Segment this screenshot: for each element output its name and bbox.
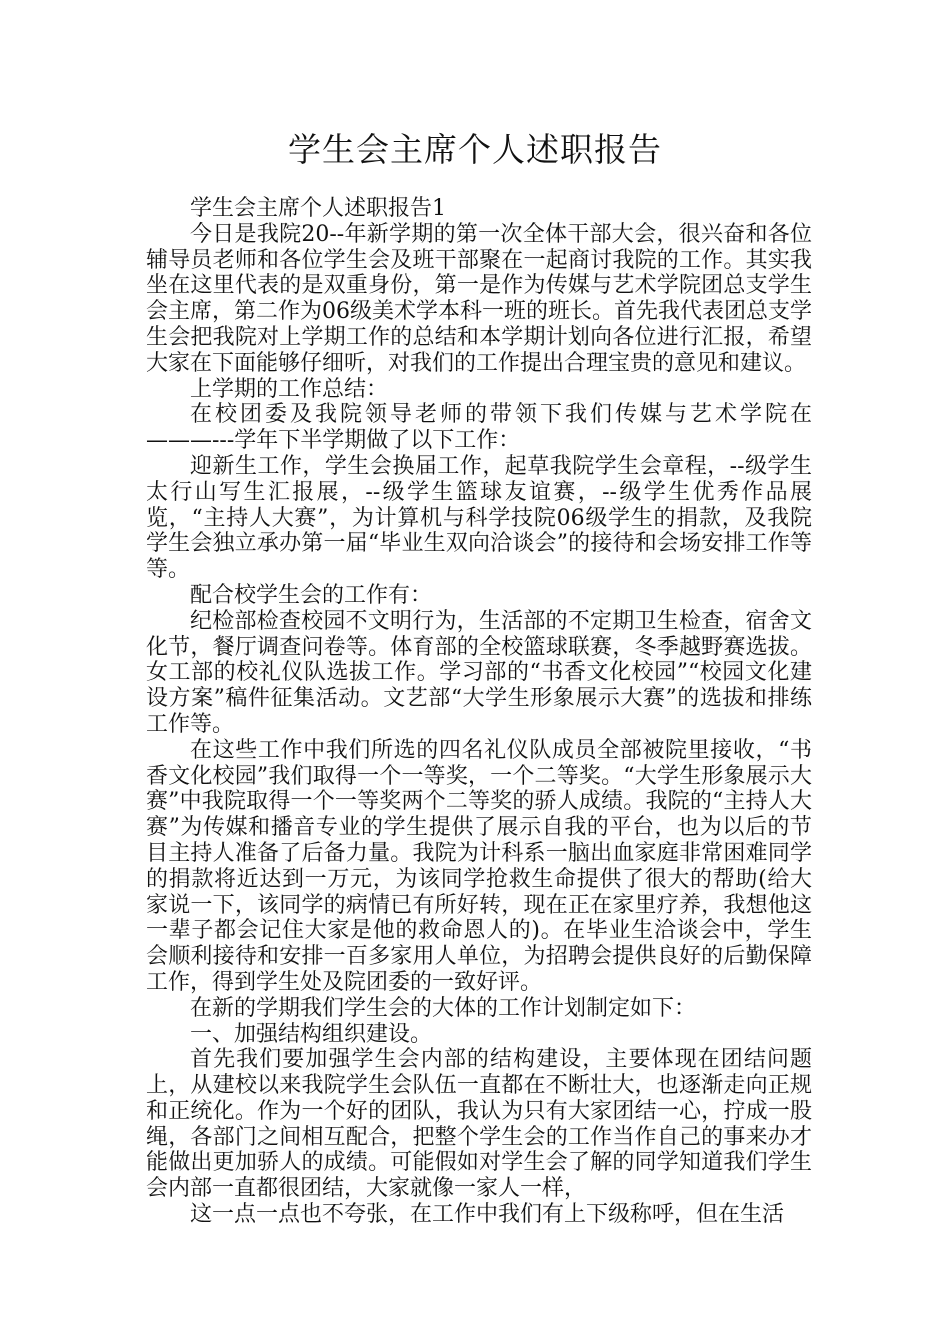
paragraph-intro: 今日是我院20--年新学期的第一次全体干部大会，很兴奋和各位辅导员老师和各位学生会及班干部聚在一起商讨我院的工作。其实我坐在这里代表的是双重身份，第一是作为传媒与艺术学院团总支学生会主席，第二作为06级美术学本科一班的班长。首先我代表团总支学生会把我院对上学期工作的总结和本学期计划向各位进行汇报，希望大家在下面能够仔细听，对我们的工作提出合理宝贵的意见和建议。 <box>146 221 812 376</box>
paragraph-plan-item-1: 一、加强结构组织建设。 <box>190 1021 433 1047</box>
document-body <box>146 196 812 1228</box>
paragraph-continued: 这一点一点也不夸张，在工作中我们有上下级称呼，但在生活 <box>190 1202 785 1228</box>
paragraph-summary-heading: 上学期的工作总结： <box>190 376 389 402</box>
paragraph-cooperation-list: 纪检部检查校园不文明行为，生活部的不定期卫生检查，宿舍文化节，餐厅调查问卷等。体育部的全校篮球联赛，冬季越野赛选拔。女工部的校礼仪队选拔工作。学习部的“书香文化校园”“校园文化建设方案”稿件征集活动。文艺部“大学生形象展示大赛”的选拔和排练工作等。 <box>146 608 812 737</box>
paragraph-structure: 首先我们要加强学生会内部的结构建设，主要体现在团结问题上，从建校以来我院学生会队伍一直都在不断壮大，也逐渐走向正规和正统化。作为一个好的团队，我认为只有大家团结一心，拧成一股绳，各部门之间相互配合，把整个学生会的工作当作自己的事来办才能做出更加骄人的成绩。可能假如对学生会了解的同学知道我们学生会内部一直都很团结，大家就像一家人一样， <box>146 1047 812 1202</box>
paragraph-plan-lead: 在新的学期我们学生会的大体的工作计划制定如下： <box>190 995 697 1021</box>
paragraph-work-list: 迎新生工作，学生会换届工作，起草我院学生会章程，--级学生太行山写生汇报展，--级学生篮球友谊赛，--级学生优秀作品展览，“主持人大赛”，为计算机与科学技院06级学生的捐款，及我院学生会独立承办第一届“毕业生双向洽谈会”的接待和会场安排工作等等。 <box>146 453 812 583</box>
paragraph-cooperation-heading: 配合校学生会的工作有： <box>190 582 433 608</box>
paragraph-report-heading: 学生会主席个人述职报告1 <box>190 196 446 221</box>
paragraph-achievements: 在这些工作中我们所选的四名礼仪队成员全部被院里接收，“书香文化校园”我们取得一个一等奖，一个二等奖。“大学生形象展示大赛”中我院取得一个一等奖两个二等奖的骄人成绩。我院的“主持人大赛”为传媒和播音专业的学生提供了展示自我的平台，也为以后的节目主持人准备了后备力量。我院为计科系一脑出血家庭非常困难同学的捐款将近达到一万元，为该同学抢救生命提供了很大的帮助(给大家说一下，该同学的病情已有所好转，现在正在家里疗养，我想他这一辈子都会记住大家是他的救命恩人的)。在毕业生洽谈会中，学生会顺利接待和安排一百多家用人单位，为招聘会提供良好的后勤保障工作，得到学生处及院团委的一致好评。 <box>146 737 812 995</box>
document-title: 学生会主席个人述职报告 <box>288 130 662 169</box>
paragraph-work-lead: 在校团委及我院领导老师的带领下我们传媒与艺术学院在———---学年下半学期做了以下工作： <box>146 402 812 454</box>
